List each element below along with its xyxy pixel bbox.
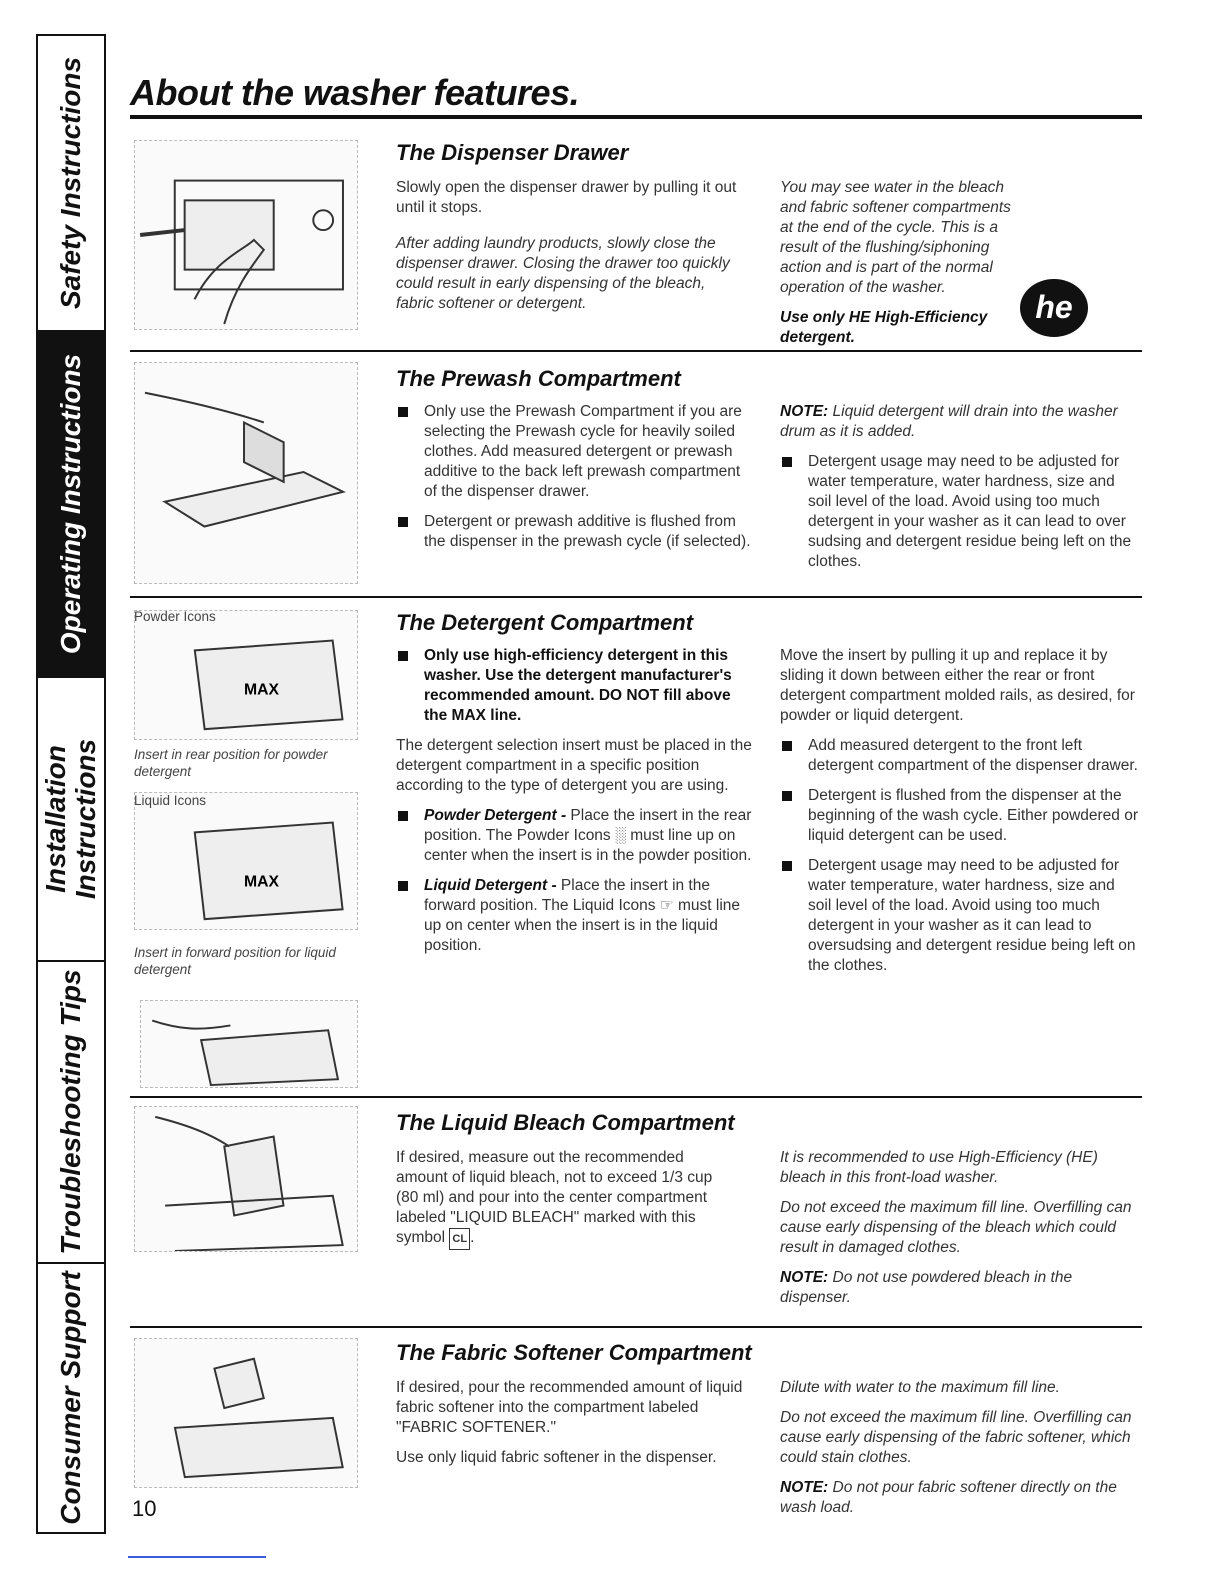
section-divider: [130, 1096, 1142, 1098]
prewash-item: Detergent or prewash additive is flushed from the dispenser in the prewash cycle (if selected).: [396, 512, 756, 552]
liquid-insert-illustration: [134, 792, 358, 930]
detergent-text: The detergent selection insert must be placed in the detergent compartment in a specific position according to the type of detergent you are using.: [396, 737, 752, 794]
he-detergent-note: Use only HE High-Efficiency detergent.: [780, 309, 988, 346]
detergent-text: Move the insert by pulling it up and replace it by sliding it down between either the rear or front detergent compartment molded rails, as desired, for powder or liquid detergent.: [780, 647, 1135, 724]
page-title: About the washer features.: [130, 72, 580, 113]
bleach-left-column: If desired, measure out the recommended amount of liquid bleach, not to exceed 1/3 cup (80 ml) and pour into the center compartment labeled "LIQUID BLEACH" marked with this symbol CL .: [396, 1148, 736, 1260]
dispenser-section-title: The Dispenser Drawer: [396, 140, 629, 165]
dispenser-drawer-illustration: [134, 140, 358, 330]
softener-right-column: [780, 1378, 1140, 1528]
liquid-text: Place the insert in the forward position. The Liquid Icons ☞ must line up on center when the insert is in the liquid position.: [424, 877, 741, 954]
section-divider: [130, 1326, 1142, 1328]
prewash-item: Detergent usage may need to be adjusted for water temperature, water hardness, size and soil level of the load. Avoid using too much detergent in your washer as it can lead to over sudsing and detergent residue being left on the clothes.: [780, 452, 1140, 572]
page-number: 10: [132, 1496, 157, 1521]
liquid-icons-label: Liquid Icons: [134, 793, 207, 808]
tab-operating-instructions[interactable]: [38, 332, 104, 678]
powder-label: Powder Detergent -: [424, 807, 567, 824]
footer-link[interactable]: [128, 1556, 266, 1558]
powder-insert-illustration: [134, 610, 358, 740]
max-label: MAX: [244, 873, 280, 891]
dispenser-text: Slowly open the dispenser drawer by pulling it out until it stops.: [396, 179, 737, 216]
tab-consumer-support[interactable]: [38, 1264, 104, 1532]
bleach-note: Do not use powdered bleach in the dispenser.: [780, 1269, 1073, 1306]
prewash-section-title: The Prewash Compartment: [396, 366, 681, 391]
tab-safety-instructions[interactable]: [38, 36, 104, 332]
detergent-section-title: The Detergent Compartment: [396, 610, 694, 635]
prewash-illustration: [134, 362, 358, 584]
side-tab-bar: [36, 34, 106, 1534]
liquid-caption: Insert in forward position for liquid detergent: [134, 945, 336, 977]
liquid-label: Liquid Detergent -: [424, 877, 557, 894]
he-logo-text: he: [1035, 289, 1073, 325]
dispenser-text: After adding laundry products, slowly close the dispenser drawer. Closing the drawer too quickly could result in early dispensing of the bleach, fabric softener or detergent.: [396, 235, 730, 312]
softener-text: Use only liquid fabric softener in the dispenser.: [396, 1449, 717, 1466]
bleach-note: Do not exceed the maximum fill line. Overfilling can cause early dispensing of the bleach which could result in damaged clothes.: [780, 1199, 1132, 1256]
softener-left-column: [396, 1378, 746, 1478]
softener-section-title: The Fabric Softener Compartment: [396, 1340, 752, 1365]
max-label: MAX: [244, 681, 280, 699]
powder-caption: Insert in rear position for powder detergent: [134, 747, 328, 779]
detergent-pour-illustration: [140, 1000, 358, 1088]
softener-text: If desired, pour the recommended amount of liquid fabric softener into the compartment labeled "FABRIC SOFTENER.": [396, 1379, 743, 1436]
tab-label: Installation Instructions: [40, 738, 101, 900]
tab-label: Consumer Support: [55, 1271, 86, 1525]
bleach-symbol-icon: CL: [449, 1228, 470, 1250]
bleach-right-column: [780, 1148, 1140, 1318]
bleach-text: If desired, measure out the recommended amount of liquid bleach, not to exceed 1/3 cup (80 ml) and pour into the center compartment labeled "LIQUID BLEACH" marked with this symbol: [396, 1149, 713, 1246]
tab-label: Troubleshooting Tips: [55, 969, 86, 1255]
powder-text: Place the insert in the rear position. The Powder Icons ░ must line up on center when the insert is in the powder position.: [424, 807, 752, 864]
softener-pour-illustration: [134, 1338, 358, 1488]
detergent-item: Detergent is flushed from the dispenser at the beginning of the wash cycle. Either powdered or liquid detergent can be used.: [780, 786, 1140, 846]
section-divider: [130, 350, 1142, 352]
detergent-item: Detergent usage may need to be adjusted for water temperature, water hardness, size and soil level of the load. Avoid using too much detergent in your washer as it can lead to oversudsing and detergent residue being left on the clothes.: [780, 856, 1140, 976]
tab-troubleshooting-tips[interactable]: [38, 962, 104, 1264]
note-label: NOTE:: [780, 403, 829, 420]
bleach-note: It is recommended to use High-Efficiency (HE) bleach in this front-load washer.: [780, 1149, 1098, 1186]
detergent-warning: Only use high-efficiency detergent in this washer. Use the detergent manufacturer's recommended amount. DO NOT fill above the MAX line.: [396, 646, 756, 726]
prewash-left-column: [396, 402, 756, 562]
dispenser-note: You may see water in the bleach and fabric softener compartments at the end of the cycle. This is a result of the flushing/siphoning action and is part of the normal operation of the washer.: [780, 179, 1011, 296]
softener-note: Do not exceed the maximum fill line. Overfilling can cause early dispensing of the fabric softener, which could stain clothes.: [780, 1409, 1132, 1466]
dispenser-left-column: [396, 178, 746, 324]
softener-note: Do not pour fabric softener directly on the wash load.: [780, 1479, 1117, 1516]
tab-installation-instructions[interactable]: [38, 678, 104, 962]
prewash-item: Only use the Prewash Compartment if you are selecting the Prewash cycle for heavily soiled clothes. Add measured detergent or prewash additive to the back left prewash compartment of the dispenser drawer.: [396, 402, 756, 502]
bleach-section-title: The Liquid Bleach Compartment: [396, 1110, 735, 1135]
prewash-note: Liquid detergent will drain into the washer drum as it is added.: [780, 403, 1118, 440]
note-label: NOTE:: [780, 1269, 829, 1286]
powder-item: [396, 806, 756, 866]
note-label: NOTE:: [780, 1479, 829, 1496]
tab-label: Operating Instructions: [55, 353, 86, 655]
bleach-pour-illustration: [134, 1106, 358, 1252]
tab-label: Safety Instructions: [55, 56, 86, 310]
detergent-item: Add measured detergent to the front left detergent compartment of the dispenser drawer.: [780, 736, 1140, 776]
detergent-right-column: [780, 646, 1140, 986]
title-divider: [130, 115, 1142, 119]
liquid-item: [396, 876, 756, 956]
softener-note: Dilute with water to the maximum fill line.: [780, 1379, 1060, 1396]
section-divider: [130, 596, 1142, 598]
detergent-left-column: [396, 646, 756, 966]
powder-icons-label: Powder Icons: [134, 609, 216, 624]
he-logo-icon: [1012, 277, 1096, 339]
prewash-right-column: [780, 402, 1140, 582]
